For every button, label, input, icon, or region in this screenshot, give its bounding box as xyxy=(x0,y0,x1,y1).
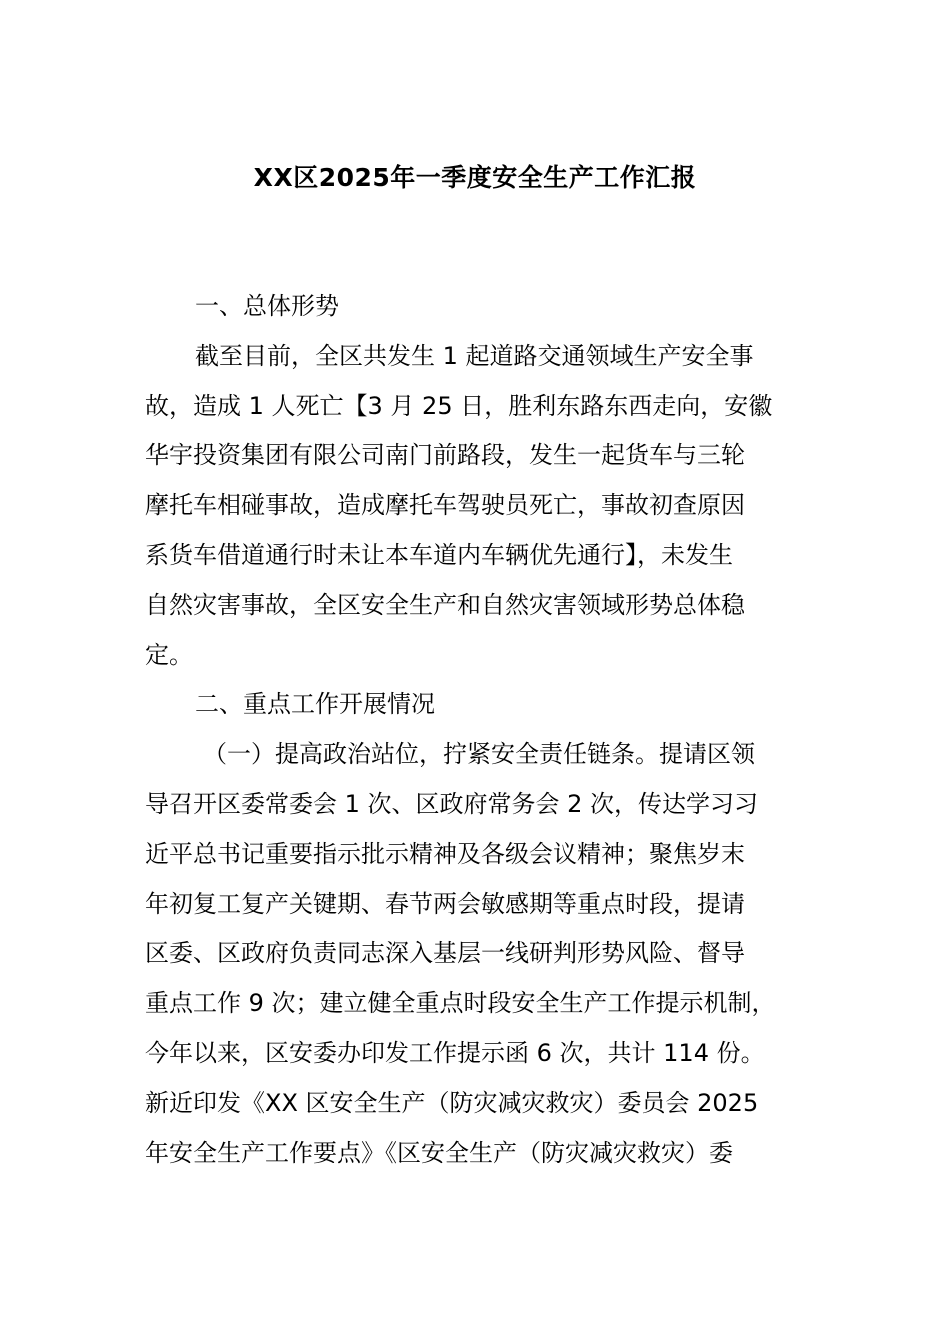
paragraph-line: 新近印发《XX 区安全生产（防灾减灾救灾）委员会 2025 xyxy=(145,1088,759,1117)
paragraph-line: 故，造成 1 人死亡【3 月 25 日，胜利东路东西走向，安徽 xyxy=(145,391,773,420)
paragraph-line: 年安全生产工作要点》《区安全生产（防灾减灾救灾）委 xyxy=(145,1138,733,1167)
section-heading-overall-situation: 一、总体形势 xyxy=(195,292,339,320)
document-title: XX区2025年一季度安全生产工作汇报 xyxy=(253,163,697,192)
paragraph-line: 近平总书记重要指示批示精神及各级会议精神；聚焦岁末 xyxy=(145,839,745,868)
paragraph-line: 摩托车相碰事故，造成摩托车驾驶员死亡，事故初查原因 xyxy=(145,491,745,520)
paragraph-line: 年初复工复产关键期、春节两会敏感期等重点时段，提请 xyxy=(145,889,745,918)
paragraph-line: 区委、区政府负责同志深入基层一线研判形势风险、督导 xyxy=(145,939,745,968)
document-body xyxy=(145,282,835,1178)
paragraph-line: 系货车借道通行时未让本车道内车辆优先通行】，未发生 xyxy=(145,540,733,569)
paragraph-line: （一）提高政治站位，拧紧安全责任链条。提请区领 xyxy=(203,740,755,769)
paragraph-line: 截至目前，全区共发生 1 起道路交通领域生产安全事 xyxy=(195,341,754,370)
paragraph-line: 今年以来，区安委办印发工作提示函 6 次，共计 114 份。 xyxy=(145,1038,765,1067)
section-heading-key-work: 二、重点工作开展情况 xyxy=(195,690,435,719)
paragraph-line: 华宇投资集团有限公司南门前路段，发生一起货车与三轮 xyxy=(145,441,745,470)
paragraph-line: 自然灾害事故，全区安全生产和自然灾害领域形势总体稳 xyxy=(145,590,745,619)
paragraph-line: 定。 xyxy=(145,640,193,669)
paragraph-line: 导召开区委常委会 1 次、区政府常务会 2 次，传达学习习 xyxy=(145,789,759,818)
paragraph-line: 重点工作 9 次；建立健全重点时段安全生产工作提示机制， xyxy=(145,989,776,1018)
